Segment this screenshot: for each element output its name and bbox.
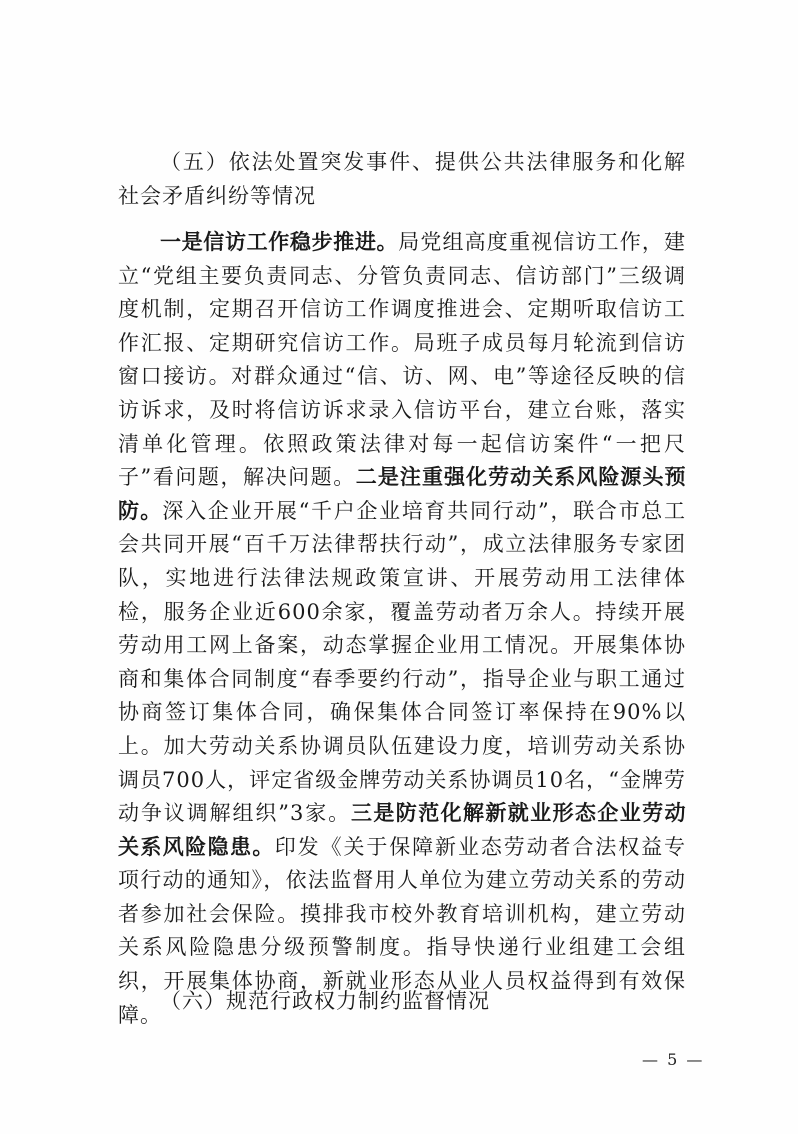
bold-lead-1: 一是信访工作稳步推进。 xyxy=(160,230,399,254)
section-heading-5-text: （五）依法处置突发事件、提供公共法律服务和化解社会矛盾纠纷等情况 xyxy=(118,150,686,208)
page-number: — 5 — xyxy=(642,1050,705,1069)
section-heading-6 xyxy=(118,985,686,1019)
paragraph-text-3: 印发《关于保障新业态劳动者合法权益专项行动的通知》，依法监督用人单位为建立劳动关系的劳动者参加社会保险。摸排我市校外教育培训机构，建立劳动关系风险隐患分级预警制度。指导快递行业组建工会组织，开展集体协商，新就业形态从业人员权益得到有效保障。 xyxy=(118,834,687,1027)
bold-lead-3: 三是防范化解新就业形态企业劳动关系风险隐患。 xyxy=(118,801,686,859)
bold-lead-2: 二是注重强化劳动关系风险源头预防。 xyxy=(118,465,686,523)
main-paragraph xyxy=(118,226,686,1032)
section-heading-5 xyxy=(118,146,686,213)
section-heading-6-text: （六）规范行政权力制约监督情况 xyxy=(160,989,490,1013)
paragraph-text-1: 局党组高度重视信访工作，建立“党组主要负责同志、分管负责同志、信访部门”三级调度机制，定期召开信访工作调度推进会、定期听取信访工作汇报、定期研究信访工作。局班子成员每月轮流到信访窗口接访。对群众通过“信、访、网、电”等途径反映的信访诉求，及时将信访诉求录入信访平台，建立台账，落实清单化管理。依照政策法律对每一起信访案件“一把尺子”看问题，解决问题。 xyxy=(118,230,687,490)
paragraph-body xyxy=(118,226,686,1032)
paragraph-text-2: 深入企业开展“千户企业培育共同行动”，联合市总工会共同开展“百千万法律帮扶行动”，成立法律服务专家团队，实地进行法律法规政策宣讲、开展劳动用工法律体检，服务企业近600余家，覆盖劳动者万余人。持续开展劳动用工网上备案，动态掌握企业用工情况。开展集体协商和集体合同制度“春季要约行动”，指导企业与职工通过协商签订集体合同，确保集体合同签订率保持在90%以上。加大劳动关系协调员队伍建设力度，培训劳动关系协调员700人，评定省级金牌劳动关系协调员10名，“金牌劳动争议调解组织”3家。 xyxy=(118,498,686,826)
